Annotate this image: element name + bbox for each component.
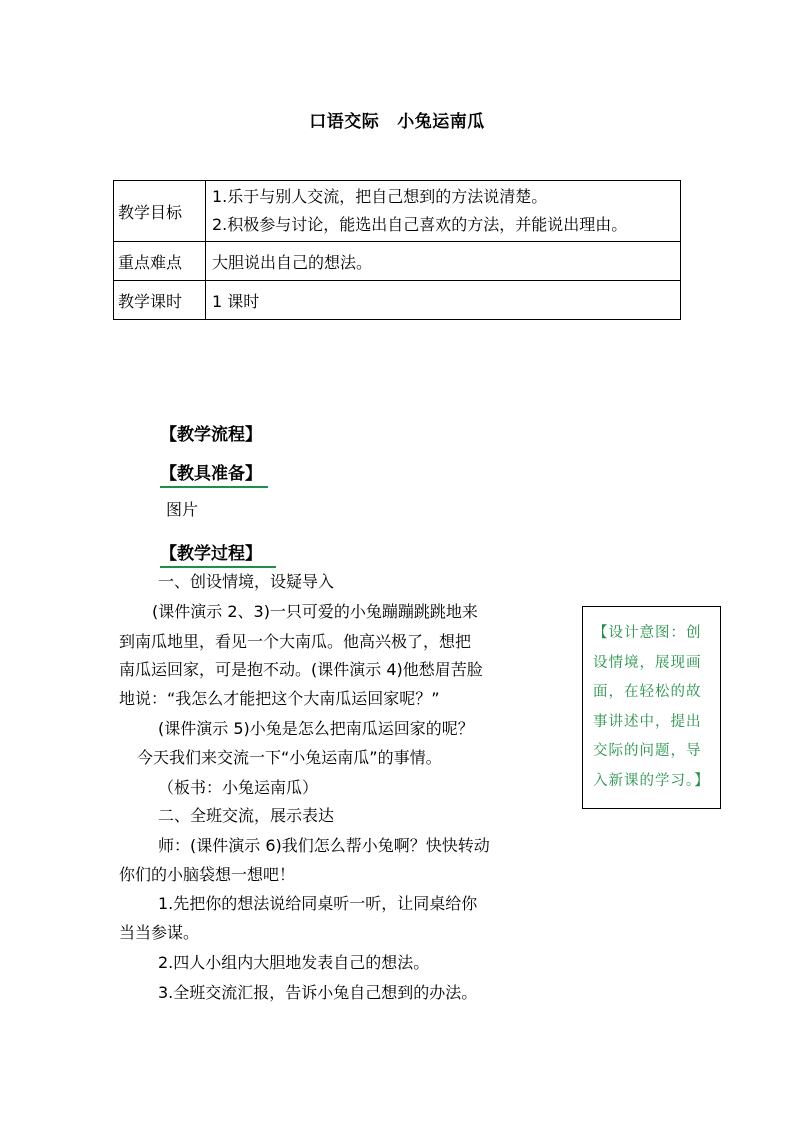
process-line: 南瓜运回家，可是抱不动。(课件演示 4)他愁眉苦脸 xyxy=(119,660,483,679)
process-line: 3.全班交流汇报，告诉小兔自己想到的办法。 xyxy=(158,983,478,1002)
class-hours-content: 1 课时 xyxy=(206,281,681,320)
process-line: 到南瓜地里，看见一个大南瓜。他高兴极了，想把 xyxy=(119,632,472,651)
title-part-2: 小兔运南瓜 xyxy=(397,112,485,132)
table-row xyxy=(114,181,681,242)
process-line: (课件演示 5)小兔是怎么把南瓜运回家的呢？ xyxy=(158,719,474,738)
goals-content xyxy=(206,181,681,242)
design-intent-note xyxy=(582,606,721,809)
process-line: 你们的小脑袋想一想吧！ xyxy=(119,865,296,884)
title-part-1: 口语交际 xyxy=(309,112,380,132)
section-heading-flow: 【教学流程】 xyxy=(160,425,262,445)
design-note-line: 事讲述中，提出 xyxy=(593,713,702,730)
process-line: 当当参谋。 xyxy=(119,923,200,942)
process-line: 二、全班交流，展示表达 xyxy=(158,806,335,825)
process-line: 地说：“我怎么才能把这个大南瓜运回家呢？” xyxy=(119,689,440,708)
goal-line-2: 2.积极参与讨论，能选出自己喜欢的方法，并能说出理由。 xyxy=(212,215,628,234)
page-title xyxy=(0,107,794,132)
process-line: 1.先把你的想法说给同桌听一听，让同桌给你 xyxy=(158,894,478,913)
goals-label: 教学目标 xyxy=(114,181,206,242)
class-hours-label: 教学课时 xyxy=(114,281,206,320)
section-heading-process: 【教学过程】 xyxy=(160,539,276,568)
design-note-line: 面，在轻松的故 xyxy=(593,684,702,700)
process-line: 2.四人小组内大胆地发表自己的想法。 xyxy=(158,953,430,972)
goal-line-1: 1.乐于与别人交流，把自己想到的方法说清楚。 xyxy=(212,187,548,206)
process-line: 今天我们来交流一下“小兔运南瓜”的事情。 xyxy=(137,748,442,767)
teaching-goals-table xyxy=(113,180,681,320)
design-note-line: 交际的问题，导 xyxy=(593,743,702,759)
process-line: (课件演示 2、3)一只可爱的小兔蹦蹦跳跳地来 xyxy=(152,602,478,621)
process-line: 一、创设情境，设疑导入 xyxy=(158,572,335,591)
section-heading-tools: 【教具准备】 xyxy=(160,459,268,488)
design-note-line: 【设计意图：创 xyxy=(593,625,702,641)
design-note-line: 入新课的学习。】 xyxy=(593,772,710,789)
tools-content: 图片 xyxy=(166,500,199,519)
key-points-content: 大胆说出自己的想法。 xyxy=(206,242,681,281)
table-row xyxy=(114,242,681,281)
board-note: （板书：小兔运南瓜） xyxy=(158,778,319,797)
process-line: 师：(课件演示 6)我们怎么帮小兔啊？快快转动 xyxy=(158,836,490,855)
design-note-line: 设情境，展现画 xyxy=(593,654,702,671)
table-row xyxy=(114,281,681,320)
key-points-label: 重点难点 xyxy=(114,242,206,281)
